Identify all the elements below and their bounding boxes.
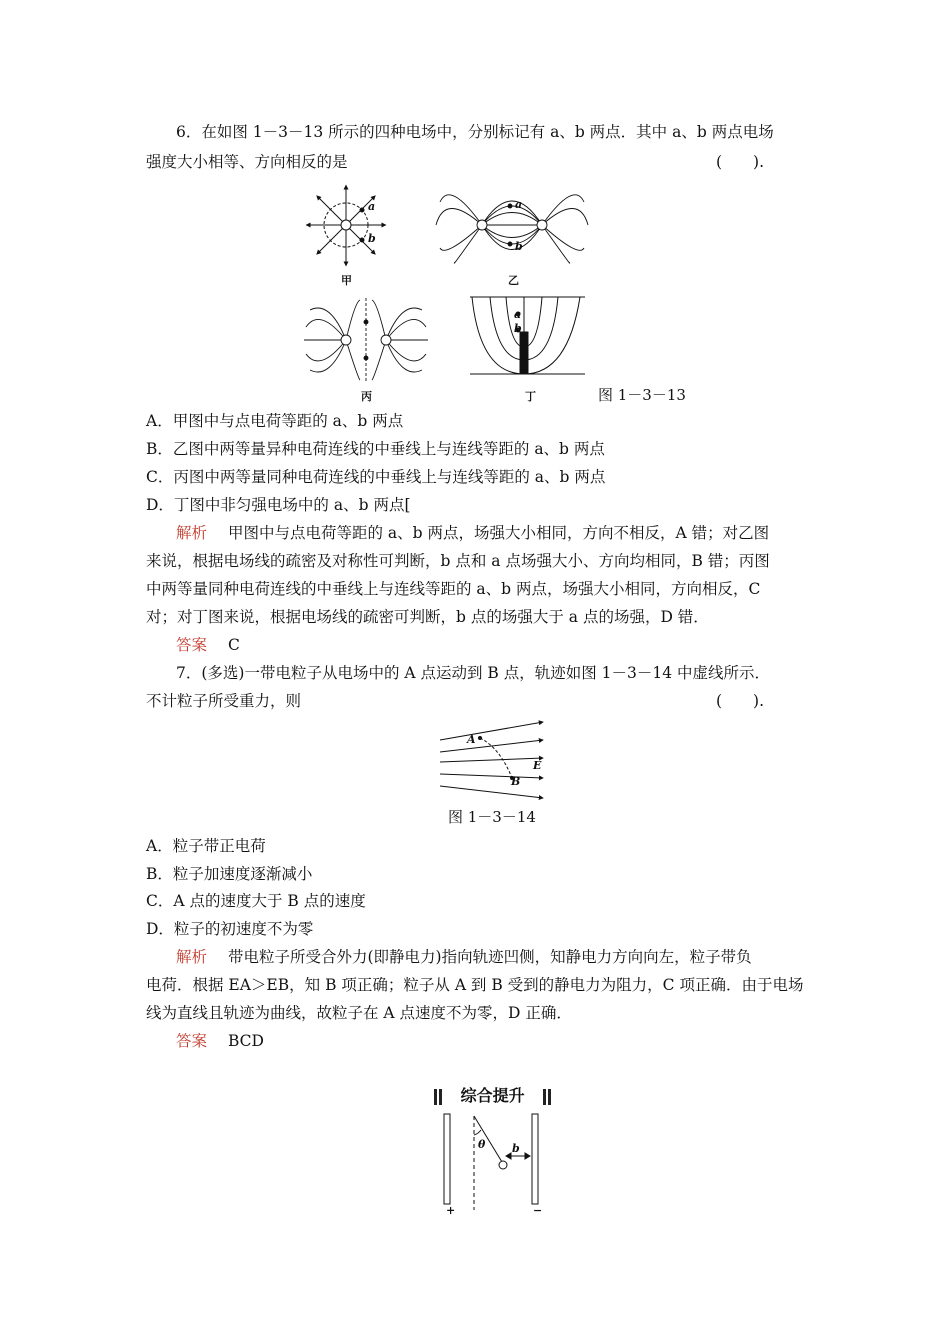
yi-label-b: b xyxy=(515,240,523,253)
q7-line2: 不计粒子所受重力，则 xyxy=(146,692,302,710)
q7-answer-tag: 答案 xyxy=(176,1032,208,1050)
q7-analysis-3: 线为直线且轨迹为曲线，故粒子在 A 点速度不为零，D 正确． xyxy=(146,1004,572,1022)
plate-minus: − xyxy=(533,1204,543,1217)
ding-label-a: a xyxy=(514,308,522,321)
q6-analysis-tag: 解析 xyxy=(176,524,208,542)
q6-analysis-2: 来说，根据电场线的疏密及对称性可判断，b 点和 a 点场强大小、方向均相同，B 错；丙图 xyxy=(146,552,770,570)
sub-label-yi: 乙 xyxy=(508,274,519,287)
yi-label-a: a xyxy=(515,198,523,211)
ding-label-b: b xyxy=(514,322,522,335)
pendulum-figure xyxy=(440,1110,550,1215)
q6-analysis-1: 甲图中与点电荷等距的 a、b 两点，场强大小相同，方向不相反，A 错；对乙图 xyxy=(228,524,770,542)
q6-option-d: D．丁图中非匀强电场中的 a、b 两点[ xyxy=(146,496,411,514)
sub-label-ding: 丁 xyxy=(525,390,536,403)
figure-1-3-14-caption: 图 1－3－14 xyxy=(448,808,536,826)
q7-option-c: C．A 点的速度大于 B 点的速度 xyxy=(146,892,366,910)
q6-line1: 6．在如图 1－3－13 所示的四种电场中，分别标记有 a、b 两点．其中 a、b 两点电场 xyxy=(176,123,774,141)
figure-1-3-14 xyxy=(438,718,548,803)
jia-label-a: a xyxy=(368,200,376,213)
panel-yi xyxy=(436,195,588,263)
q6-answer: C xyxy=(228,636,240,654)
q6-analysis-4: 对；对丁图来说，根据电场线的疏密可判断，b 点的场强大于 a 点的场强，D 错． xyxy=(146,608,709,626)
q6-line2: 强度大小相等、方向相反的是 xyxy=(146,153,348,171)
figure-1-3-13 xyxy=(300,182,600,402)
q6-option-c: C．丙图中两等量同种电荷连线的中垂线上与连线等距的 a、b 两点 xyxy=(146,468,606,486)
q6-option-b: B．乙图中两等量异种电荷连线的中垂线上与连线等距的 a、b 两点 xyxy=(146,440,605,458)
sub-label-bing: 丙 xyxy=(361,390,372,403)
q7-analysis-1: 带电粒子所受合外力(即静电力)指向轨迹凹侧，知静电力方向向左，粒子带负 xyxy=(228,948,752,966)
q7-option-d: D．粒子的初速度不为零 xyxy=(146,920,314,938)
q7-line1: 7．(多选)一带电粒子从电场中的 A 点运动到 B 点，轨迹如图 1－3－14 中虚线所示． xyxy=(176,664,771,682)
panel-ding xyxy=(470,297,585,374)
pendulum-theta: θ xyxy=(478,1138,486,1151)
fig14-label-a: A xyxy=(467,733,476,746)
q7-answer: BCD xyxy=(228,1032,264,1050)
section-title: 综合提升 xyxy=(460,1086,525,1105)
q7-option-a: A．粒子带正电荷 xyxy=(146,837,266,855)
q7-analysis-tag: 解析 xyxy=(176,948,208,966)
panel-jia xyxy=(308,187,384,264)
sub-label-jia: 甲 xyxy=(341,274,352,287)
q7-paren: ( ). xyxy=(716,692,765,710)
fig14-label-b: B xyxy=(511,775,521,788)
section-banner xyxy=(433,1083,552,1106)
q6-analysis-3: 中两等量同种电荷连线的中垂线上与连线等距的 a、b 两点，场强大小相同，方向相反，C xyxy=(146,580,761,598)
fig14-label-e: E xyxy=(533,759,542,772)
pendulum-b: b xyxy=(512,1142,520,1155)
q7-option-b: B．粒子加速度逐渐减小 xyxy=(146,865,313,883)
q6-paren: ( ). xyxy=(716,153,765,171)
q6-answer-tag: 答案 xyxy=(176,636,208,654)
q7-analysis-2: 电荷．根据 EA＞EB，知 B 项正确；粒子从 A 到 B 受到的静电力为阻力，C 项正确．由于电场 xyxy=(146,976,804,994)
panel-bing xyxy=(304,298,428,382)
jia-label-b: b xyxy=(368,232,376,245)
figure-1-3-13-caption: 图 1－3－13 xyxy=(598,386,686,404)
plate-plus: + xyxy=(446,1204,456,1217)
q6-option-a: A．甲图中与点电荷等距的 a、b 两点 xyxy=(146,412,404,430)
